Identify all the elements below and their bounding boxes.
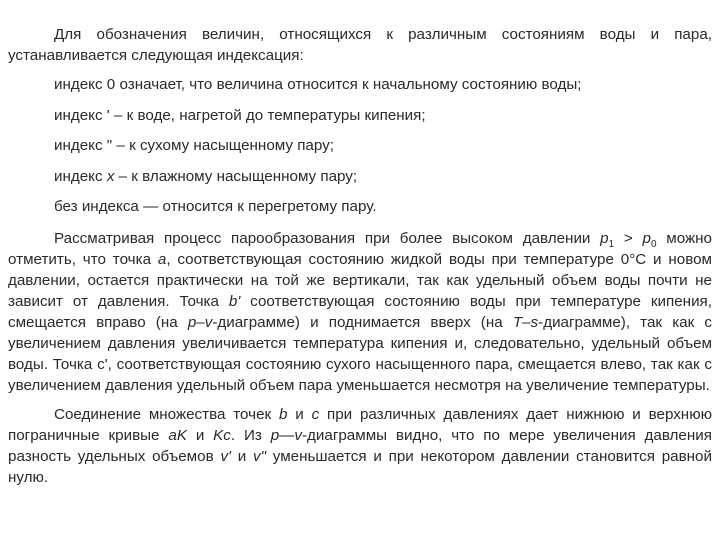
symbol-pv: p–v [187,313,213,331]
item-text: – к влажному насыщенному пару; [114,167,358,185]
text-run: -диаграмме), так как с увеличением давления увеличивается температура кипения и, следовательно, удельный объем воды. Точка c', соответствующая состоянию сухого насыщенного пара, смещается влево, так как с увеличением давления удельный объем пара уменьшается несмотря на увеличение температуры. [8,313,712,394]
document-body [8,0,712,488]
paragraph-pressure-process [8,228,712,396]
symbol-pv: p—v [270,426,302,444]
symbol-v-prime: v' [220,447,231,465]
symbol-ak: aK [168,426,187,444]
symbol-p: p [600,229,609,247]
text-run: можно отметить, что точка [8,229,712,268]
intro-paragraph: Для обозначения величин, относящихся к различным состояниям воды и пара, устанавливается следующая индексация: [8,26,712,64]
item-text: индекс " – к сухому насыщенному пару; [54,137,334,154]
text-run: и [186,426,214,444]
symbol-ts: T–s [512,313,539,331]
index-item-zero [54,75,712,95]
index-item-prime [54,106,712,126]
text-run: и [230,447,253,465]
item-text: индекс ' – к воде, нагретой до температуры кипения; [54,106,426,124]
item-variable: x [106,167,115,185]
symbol-kc: Kc [213,426,231,444]
symbol-b: b [278,405,288,423]
subscript-0: 0 [650,238,657,250]
index-item-none [54,197,712,217]
item-text: без индекса — относится к перегретому пару. [54,198,377,215]
text-run: и [287,405,312,423]
symbol-v-double-prime: v" [252,447,266,465]
paragraph-boundary-curves [8,404,712,488]
symbol-b-prime: b' [228,292,241,310]
index-item-x [54,167,712,187]
subscript-1: 1 [608,238,615,250]
text-run: . Из [230,426,271,444]
item-text: индекс 0 означает, что величина относится к начальному состоянию воды; [54,76,582,93]
text-run: -диаграмме) и поднимается вверх (на [212,313,513,331]
text-run: соответствующая состоянию воды при температуре кипения, смещается вправо (на [8,292,712,331]
text-run: -диаграммы видно, что по мере увеличения давления разность удельных объемов [8,426,712,465]
item-text: индекс [54,167,107,185]
symbol-p: p [642,229,651,247]
text-run: уменьшается и при некотором давлении становится равной нулю. [8,447,712,486]
symbol-a: a [157,250,167,268]
text-run: при различных давлениях дает нижнюю и верхнюю пограничные кривые [8,405,712,444]
text-run: Рассматривая процесс парообразования при более высоком давлении [54,229,601,247]
symbol-c: c [311,405,320,423]
index-list [8,75,712,217]
text-run: , соответствующая состоянию жидкой воды при температуре 0°С и новом давлении, остается практически на той же вертикали, так как удельный объем воды почти не зависит от давления. Точка [8,250,712,310]
text-run: Соединение множества точек [54,405,279,423]
index-item-double-prime [54,136,712,156]
text-run: > [614,229,643,247]
